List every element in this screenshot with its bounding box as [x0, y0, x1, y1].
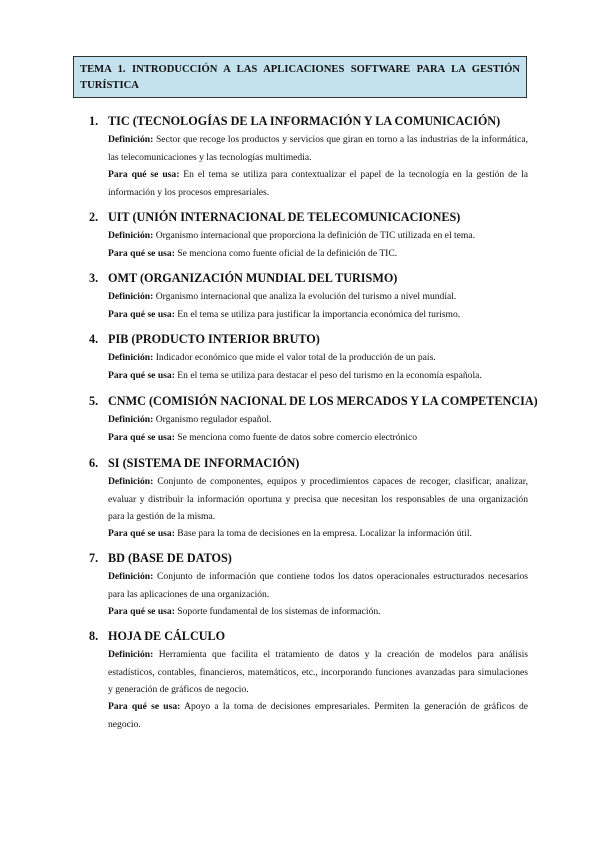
usage-label: Para qué se usa:: [108, 370, 175, 381]
definition-text: Indicador económico que mide el valor total de la producción de un país.: [155, 352, 436, 363]
item-usage: [108, 166, 528, 201]
definition-label: Definición:: [108, 414, 154, 425]
usage-label: Para qué se usa:: [108, 432, 175, 443]
definition-label: Definición:: [108, 230, 154, 241]
usage-label: Para qué se usa:: [108, 309, 175, 320]
definition-label: Definición:: [108, 649, 154, 660]
item-definition: [108, 646, 528, 699]
definition-label: Definición:: [108, 352, 154, 363]
item-title: SI (SISTEMA DE INFORMACIÓN): [108, 456, 300, 470]
definition-text: Conjunto de información que contiene todos los datos operacionales estructurados necesarios para las aplicaciones de una organización.: [108, 571, 528, 600]
usage-text: En el tema se utiliza para contextualizar el papel de la tecnología en la gestión de la información y los procesos empresariales.: [108, 169, 529, 198]
definition-label: Definición:: [108, 476, 154, 487]
item-usage: [108, 698, 528, 733]
item-title: OMT (ORGANIZACIÓN MUNDIAL DEL TURISMO): [108, 271, 398, 285]
item-number: 8.: [89, 629, 99, 643]
item-usage: [108, 525, 528, 543]
usage-text: En el tema se utiliza para destacar el peso del turismo en la economía española.: [177, 370, 482, 381]
usage-label: Para qué se usa:: [108, 701, 181, 712]
usage-text: Se menciona como fuente de datos sobre comercio electrónico: [177, 432, 418, 443]
item-title: TIC (TECNOLOGÍAS DE LA INFORMACIÓN Y LA COMUNICACIÓN): [108, 114, 501, 128]
usage-text: Se menciona como fuente oficial de la definición de TIC.: [177, 248, 398, 259]
usage-label: Para qué se usa:: [108, 528, 175, 539]
item-title: PIB (PRODUCTO INTERIOR BRUTO): [108, 332, 320, 346]
usage-label: Para qué se usa:: [108, 248, 175, 259]
topic-header: [73, 56, 527, 98]
item-title: HOJA DE CÁLCULO: [108, 629, 226, 643]
definition-text: Conjunto de componentes, equipos y procedimientos capaces de recoger, clasificar, analizar, evaluar y distribuir la información oportuna y precisa que necesitan los responsables de una organización para la gestión de la misma.: [108, 476, 528, 522]
item-usage: [108, 245, 528, 263]
item-title: BD (BASE DE DATOS): [108, 551, 232, 565]
usage-text: Base para la toma de decisiones en la empresa. Localizar la información útil.: [177, 528, 472, 539]
item-number: 6.: [89, 456, 99, 470]
item-definition: [108, 568, 528, 603]
item-number: 5.: [89, 394, 99, 408]
definition-text: Organismo internacional que analiza la evolución del turismo a nivel mundial.: [155, 291, 457, 302]
item-number: 1.: [89, 114, 99, 128]
definition-label: Definición:: [108, 571, 154, 582]
definition-text: Herramienta que facilita el tratamiento de datos y la creación de modelos para análisis estadísticos, contables, financieros, matemáticos, etc., incorporando funciones avanzadas para simulaciones y generación de gráficos de negocio.: [108, 649, 529, 695]
definition-text: Sector que recoge los productos y servicios que giran en torno a las industrias de la informática, las telecomunicaciones y las tecnologías multimedia.: [108, 134, 528, 163]
definition-text: Organismo internacional que proporciona la definición de TIC utilizada en el tema.: [155, 230, 476, 241]
item-usage: [108, 306, 528, 324]
item-definition: [108, 131, 528, 166]
item-number: 4.: [89, 332, 99, 346]
definition-label: Definición:: [108, 291, 154, 302]
item-usage: [108, 367, 528, 385]
item-number: 2.: [89, 210, 99, 224]
definition-text: Organismo regulador español.: [155, 414, 272, 425]
item-definition: [108, 349, 528, 367]
item-definition: [108, 473, 528, 526]
item-title: CNMC (COMISIÓN NACIONAL DE LOS MERCADOS Y LA COMPETENCIA): [108, 394, 538, 408]
item-usage: [108, 603, 528, 621]
item-definition: [108, 411, 528, 429]
item-definition: [108, 227, 528, 245]
usage-label: Para qué se usa:: [108, 606, 175, 617]
usage-text: Soporte fundamental de los sistemas de información.: [177, 606, 381, 617]
topic-title: TEMA 1. INTRODUCCIÓN A LAS APLICACIONES SOFTWARE PARA LA GESTIÓN TURÍSTICA: [80, 64, 520, 91]
item-title: UIT (UNIÓN INTERNACIONAL DE TELECOMUNICACIONES): [108, 210, 461, 224]
definition-label: Definición:: [108, 134, 154, 145]
item-number: 7.: [89, 551, 99, 565]
usage-text: Apoyo a la toma de decisiones empresariales. Permiten la generación de gráficos de negocio.: [108, 701, 528, 730]
item-usage: [108, 429, 528, 447]
item-definition: [108, 288, 528, 306]
item-number: 3.: [89, 271, 99, 285]
usage-text: En el tema se utiliza para justificar la importancia económica del turismo.: [177, 309, 461, 320]
usage-label: Para qué se usa:: [108, 169, 180, 180]
